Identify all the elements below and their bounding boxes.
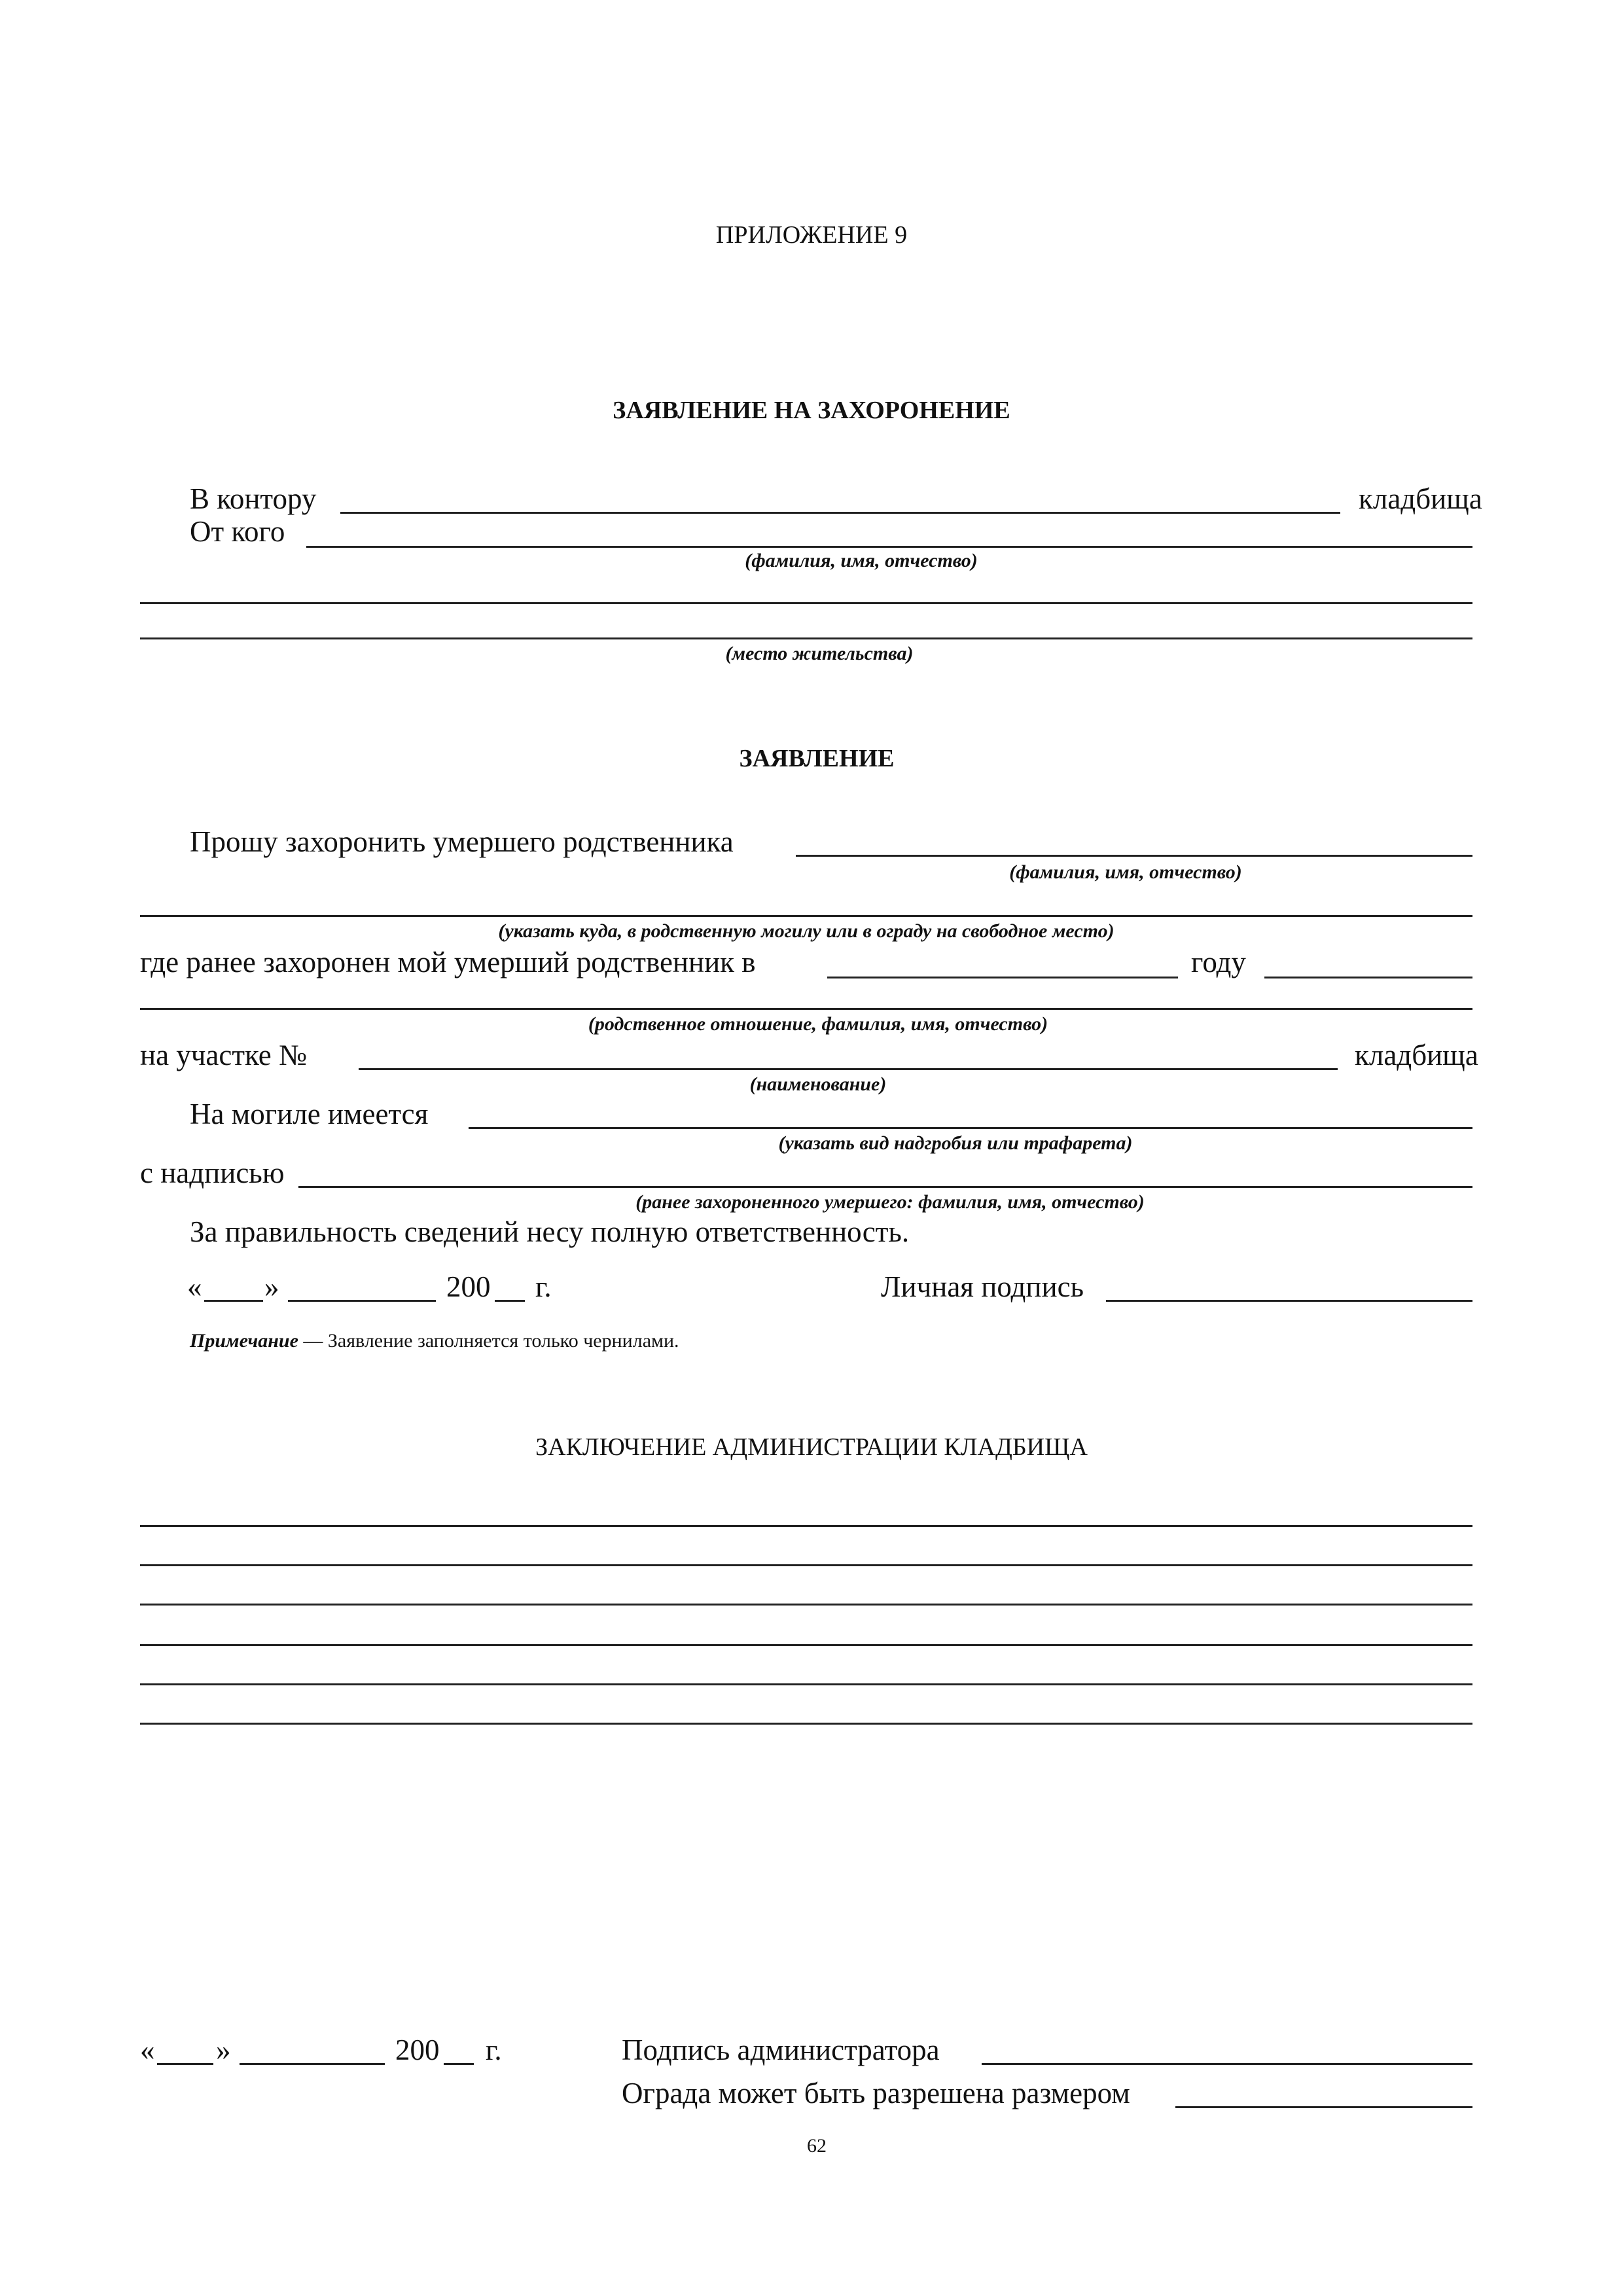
footer-year-prefix: 200 [395,2034,440,2066]
inscription-field[interactable] [298,1186,1472,1188]
applicant-name-field[interactable] [306,546,1472,548]
plot-label: на участке № [140,1039,307,1071]
cemetery-office-field[interactable] [340,512,1340,514]
burial-place-field[interactable] [140,915,1472,917]
footer-year-suffix: г. [486,2034,502,2066]
deceased-fio-caption: (фамилия, имя, отчество) [1009,861,1242,883]
conclusion-line-1[interactable] [140,1525,1472,1527]
residence-field-1[interactable] [140,602,1472,604]
ink-note [190,1331,679,1351]
footer-date-open-quote: « [140,2034,155,2066]
request-text: Прошу захоронить умершего родственника [190,825,734,858]
from-label: От кого [190,515,285,548]
date-open-quote: « [187,1270,202,1303]
admin-month-field[interactable] [240,2063,385,2065]
previously-buried-text: где ранее захоронен мой умерший родственник в [140,946,756,978]
admin-signature-field[interactable] [982,2063,1472,2065]
grave-has-label: На могиле имеется [190,1098,429,1130]
personal-signature-field[interactable] [1106,1300,1472,1302]
cemetery-word: кладбища [1359,482,1482,515]
admin-day-field[interactable] [157,2063,213,2065]
conclusion-line-2[interactable] [140,1564,1472,1566]
residence-field-2[interactable] [140,637,1472,639]
conclusion-line-3[interactable] [140,1604,1472,1605]
note-label: Примечание [190,1330,298,1352]
relation-caption: (родственное отношение, фамилия, имя, отчество) [588,1013,1048,1035]
responsibility-text: За правильность сведений несу полную ответственность. [190,1215,910,1248]
plot-number-field[interactable] [359,1068,1338,1070]
fio-caption: (фамилия, имя, отчество) [745,550,978,571]
note-text: — Заявление заполняется только чернилами. [298,1330,679,1352]
year-word: году [1191,946,1246,978]
previous-burial-field[interactable] [827,977,1178,978]
conclusion-line-6[interactable] [140,1723,1472,1725]
tombstone-field[interactable] [469,1127,1472,1129]
fence-size-label: Ограда может быть разрешена размером [622,2077,1130,2109]
conclusion-line-4[interactable] [140,1644,1472,1646]
statement-heading: ЗАЯВЛЕНИЕ [739,745,895,772]
applicant-month-field[interactable] [288,1300,436,1302]
year-suffix: г. [535,1270,552,1303]
tombstone-caption: (указать вид надгробия или трафарета) [778,1132,1133,1154]
plot-cemetery-word: кладбища [1355,1039,1478,1071]
fence-size-field[interactable] [1175,2106,1472,2108]
applicant-year-field[interactable] [495,1300,525,1302]
previous-burial-year-field[interactable] [1264,977,1472,978]
applicant-day-field[interactable] [204,1300,263,1302]
date-close-quote: » [264,1270,279,1303]
form-title: ЗАЯВЛЕНИЕ НА ЗАХОРОНЕНИЕ [613,397,1010,424]
admin-year-field[interactable] [444,2063,474,2065]
page-number: 62 [807,2135,827,2157]
to-office-label: В контору [190,482,317,515]
inscription-caption: (ранее захороненного умершего: фамилия, имя, отчество) [635,1191,1145,1213]
conclusion-heading: ЗАКЛЮЧЕНИЕ АДМИНИСТРАЦИИ КЛАДБИЩА [535,1433,1088,1461]
admin-signature-label: Подпись администратора [622,2034,940,2066]
where-caption: (указать куда, в родственную могилу или в ограду на свободное место) [498,920,1115,942]
year-prefix: 200 [446,1270,491,1303]
inscription-label: с надписью [140,1157,285,1189]
deceased-name-field[interactable] [796,855,1472,857]
name-caption: (наименование) [749,1073,887,1095]
relative-info-field[interactable] [140,1008,1472,1010]
residence-caption: (место жительства) [725,643,914,664]
footer-date-close-quote: » [216,2034,231,2066]
conclusion-line-5[interactable] [140,1683,1472,1685]
appendix-label: ПРИЛОЖЕНИЕ 9 [715,221,908,249]
personal-signature-label: Личная подпись [881,1270,1084,1303]
